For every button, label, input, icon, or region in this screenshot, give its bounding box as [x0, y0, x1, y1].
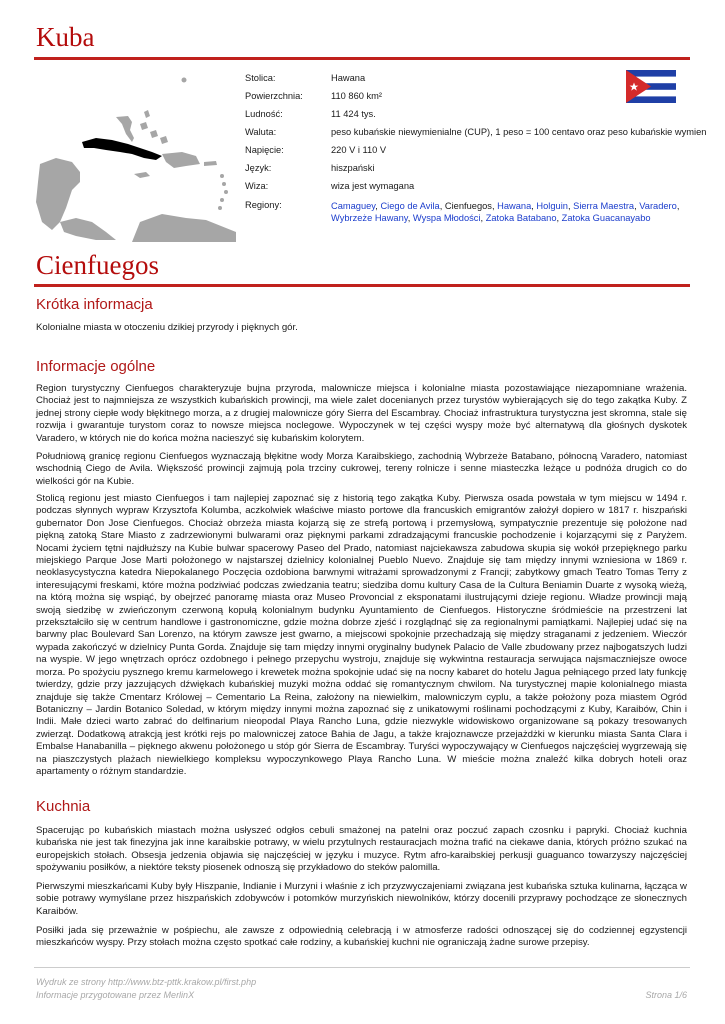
fact-row-regions [245, 200, 715, 224]
cuisine-paragraph: Posiłki jada się przeważnie w pośpiechu, ale zawsze z odpowiednią celebracją i w atmosferze radości odnoszącej się do codziennej egzystencji mieszkańców wyspy. Przy stołach można często spotkać całe rodziny, a kubańskiej kuchni nie ograniczają żadne surowe przepisy. [36, 925, 687, 949]
fact-value: peso kubańskie niewymienialne (CUP), 1 peso = 100 centavo oraz peso kubańskie wymien [331, 127, 707, 137]
map-central-america [60, 218, 116, 240]
fact-label: Napięcie: [245, 145, 284, 155]
fact-row [245, 127, 715, 145]
fact-value: hiszpański [331, 163, 375, 173]
fact-row [245, 109, 715, 127]
map-jamaica [134, 172, 150, 178]
region-name: Cienfuegos [444, 201, 492, 211]
cuisine-paragraph: Spacerując po kubańskich miastach można usłyszeć odgłos cebuli smażonej na patelni oraz poczuć zapach czosnku i papryki. Chociaż kuchnia kubańska nie jest tak finezyjna jak inne karaibskie potrawy, w wielu przytulnych restauracjach można trafić na ciekawe dania, których próżno szukać na europejskich stołach. Obsesja jedzenia objawia się najczęściej w języku i muzyce. Rytm afro-karaibskiej perkusji guaguanco towarzyszy najczęściej spożywaniu posiłków, a niektóre teksty piosenek odnoszą się przykładowo do steków palomilla. [36, 825, 687, 874]
fact-label: Regiony: [245, 200, 282, 210]
title-rule [34, 57, 690, 60]
cuba-flag [626, 70, 676, 103]
fact-label: Waluta: [245, 127, 277, 137]
map-bahamas [140, 110, 168, 144]
region-link[interactable]: Hawana [497, 201, 532, 211]
region-link[interactable]: Camaguey [331, 201, 376, 211]
region-link[interactable]: Varadero [639, 201, 677, 211]
fact-label: Powierzchnia: [245, 91, 303, 101]
region-link[interactable]: Ciego de Avila [380, 201, 440, 211]
cuisine-heading: Kuchnia [36, 798, 91, 815]
fact-value: Hawana [331, 73, 366, 83]
fact-label: Wiza: [245, 181, 269, 191]
fact-value: wiza jest wymagana [331, 181, 415, 191]
fact-value: 110 860 km² [331, 91, 382, 101]
footer-page-number: Strona 1/6 [645, 990, 687, 1000]
fact-label: Ludność: [245, 109, 283, 119]
general-info-heading: Informacje ogólne [36, 358, 156, 375]
map-cuba [82, 138, 162, 160]
region-link[interactable]: Holguin [536, 201, 568, 211]
map-florida [116, 116, 134, 142]
region-title: Cienfuegos [36, 250, 159, 280]
map-south-america [132, 214, 236, 242]
short-info-heading: Krótka informacja [36, 296, 153, 313]
fact-label: Język: [245, 163, 272, 173]
region-link[interactable]: Wybrzeże Hawany [331, 213, 408, 223]
cuisine-paragraph: Pierwszymi mieszkańcami Kuby były Hiszpanie, Indianie i Murzyni i właśnie z ich przyzwyczajeniami związana jest kubańska sztuka kulinarna, łącząca w sobie potrawy wymyślane przez hiszpańskich zdobywców i potomków murzyńskich niewolników, którzy docenili przyprawy pochodzące ze słonecznych Karaibów. [36, 881, 687, 917]
general-paragraph: Stolicą regionu jest miasto Cienfuegos i tam najlepiej zapoznać się z historią tego zakątka Kuby. Pierwsza osada powstała w tym miejscu w 1494 r. podczas słynnych wypraw Krzysztofa Kolumba, aczkolwiek właściwe miasto portowe dla francuskich emigrantów założył dopiero w 1817 r. hiszpański gubernator Don Jose Cienfuegos. Chociaż obrzeża miasta kojarzą się ze strefą portową i przemysłową, sympatycznie prezentuje się położone nad piękną zatoką Stare Miasto z zadrzewionymi bulwarami oraz pięknymi parkami zdradzającymi francuskie pochodzenie i kojarzącymi się z Paryżem. Nocami życiem tętni najdłuższy na Kubie bulwar spacerowy Paseo del Prado, natomiast najciekawsza zabudowa skupia się wokół przepięknego parku miejskiego Parque Jose Marti położonego w najstarszej dzielnicy kolonialnej Pueblo Nuevo. Znajduje się tam między innymi wzniesiona w 1869 r. neoklasycystyczna katedra Niepokalanego Poczęcia ozdobiona barwnymi witrażami sprowadzonymi z Francji; zabytkowy gmach Teatro Tomas Terry z interesującymi freskami, które można podziwiać podczas zwiedzania teatru; siedziba domu kultury Casa de la Cultura Beniamin Duarte z wysoką wieżą, na którą można się wspiąć, by obejrzeć panoramę miasta oraz Museo Provoncial z eksponatami ilustrującymi dzieje regionu. Władze prowincji mają swoją siedzibę w zwieńczonym czerwoną kopułą kolonialnym budynku Ayuntamiento de Cienfuegos. Historyczne śródmieście na przestrzeni lat przekształciło się w centrum handlowe i gastronomiczne, gdzie można dobrze zjeść i rozglądnąć się za regionalnymi pamiątkami. Najlepiej udać się na barwny plac Boulevard San Lorenzo, na którym zawsze jest gwarno, a miejscowi spokojnie przechadzają się między straganami z jedzeniem. Wieczór wypada zakończyć w dzielnicy Punta Gorda. Znajduje się tam między innymi oryginalny budynek Palacio de Valle zbudowany przez najbogatszych ludzi na wyspie. W jego wnętrzach oprócz ozdobnego i pełnego przepychu wystroju, znajduje się wykwintna restauracja serwująca najsmaczniejsze owoce morza. Po spożyciu pysznego kremu karmelowego i krewetek można spokojnie udać się na nocny kabaret do hotelu Jagua pełniącego przed laty funkcję twierdzy, gdzie przy jazzujących dźwiękach kubańskiej muzyki można oddać się romantycznym chwilom. Na turystycznej mapie kolonialnego miasta znajduje się także Cmentarz Królowej – Cementario La Reina, założony na niewielkim, malowniczym cyplu, a także położony poza miastem Ogród Botaniczny – Jardin Botanico Soledad, w którym między innymi można zapoznać się z unikatowymi roślinami pochodzącymi z Kuby, Karaibów, Chin i Indii. Małe dzieci warto zabrać do delfinarium nieopodal Playa Rancho Luna, gdzie niezwykle widowiskowo organizowane są pokazy tresowanych zwierząt. Dodatkową atrakcją jest krótki rejs po malowniczej zatoce Bahia de Jagu, a także krajoznawcze przejażdżki w kierunku miasta Santa Clara i Embalse Hanabanilla – pięknego akwenu położonego u stóp gór Sierra de Escambray. Turyści wypoczywający w Cienfuegos najczęściej wygrzewają się na piaszczystych plażach niewielkiego kompleksu wypoczynkowego Playa Rancho Luna. W mieście można znaleźć kilka dobrych hoteli oraz apartamenty o różnym standardzie. [36, 493, 687, 777]
regions-list: Camaguey, Ciego de Avila, Cienfuegos, Hawana, Holguin, Sierra Maestra, Varadero, Wybrzeże Hawany, Wyspa Młodości, Zatoka Batabano, Zatoka Guacanayabo [331, 201, 680, 223]
general-paragraph: Region turystyczny Cienfuegos charakteryzuje bujna przyroda, malownicze miejsca i kolonialne miasta pozostawiające niezapomniane wrażenia. Chociaż jest to najmniejsza ze wszystkich kubańskich prowincji, ma wiele zalet docenianych przez turystów wybierających się do tego zakątka Kuby. Z jednej strony ciepłe wody błękitnego morza, a z drugiej malownicze góry Sierra del Escambray. Chociaż infrastruktura turystyczna jest skromna, stale się rozwija i gwarantuje turystom coraz to nowsze miejsca noclegowe. Wypoczynek w tej części wyspy może być alternatywą dla głośnych dyskotek Varadero, w których nie do końca można nacieszyć się kubańskim kolorytem. [36, 383, 687, 444]
region-link[interactable]: Zatoka Guacanayabo [561, 213, 651, 223]
general-paragraph: Południową granicę regionu Cienfuegos wyznaczają błękitne wody Morza Karaibskiego, zachodnią Wybrzeże Batabano, północną Varadero, natomiast wschodnią Ciego de Avila. Większość prowincji zajmują pola trzciny cukrowej, tereny rolnicze i senne miasteczka leżące u podnóża drugich co do wielkości gór na Kubie. [36, 451, 687, 487]
region-title-rule [34, 284, 690, 287]
fact-row [245, 181, 715, 199]
short-info-text: Kolonialne miasta w otoczeniu dzikiej przyrody i pięknych gór. [36, 322, 298, 333]
map-puerto-rico [204, 161, 217, 166]
fact-label: Stolica: [245, 73, 276, 83]
caribbean-map [36, 72, 236, 242]
fact-value: 11 424 tys. [331, 109, 376, 119]
footer-source: Wydruk ze strony http://www.btz-pttk.krakow.pl/first.php [36, 977, 257, 987]
footer-rule [34, 967, 690, 968]
fact-row [245, 145, 715, 163]
map-hispaniola [162, 152, 200, 168]
footer-author: Informacje przygotowane przez MerlinX [36, 990, 195, 1000]
fact-value: 220 V i 110 V [331, 145, 387, 155]
region-link[interactable]: Sierra Maestra [573, 201, 635, 211]
region-link[interactable]: Wyspa Młodości [412, 213, 481, 223]
region-link[interactable]: Zatoka Batabano [485, 213, 557, 223]
country-title: Kuba [36, 22, 95, 52]
fact-row [245, 163, 715, 181]
